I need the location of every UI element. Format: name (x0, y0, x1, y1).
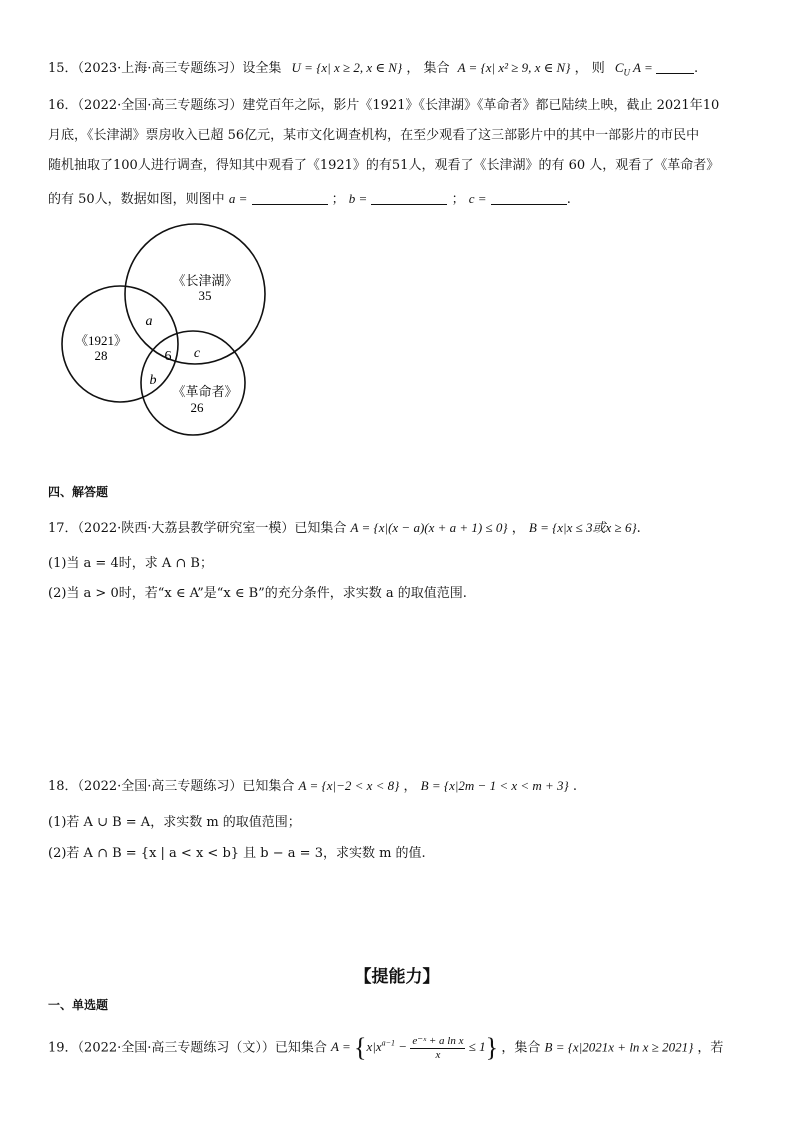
q16-a-label: a = (228, 191, 248, 206)
q19-frac-num: e⁻ˣ + a ln x (412, 1034, 464, 1047)
q18-part2: (2)若 A ∩ B = {x | a < x < b} 且 b − a = 3，求实数 m 的值. (48, 846, 426, 861)
q18-sep: ， (403, 779, 417, 794)
venn-circle-changjin (125, 224, 265, 364)
venn-region-a: a (145, 314, 153, 329)
q18-lead: 18．（2022·全国·高三专题练习）已知集合 (48, 779, 295, 794)
q15-complement-tail: A = (633, 60, 653, 75)
q17-lead: 17．（2022·陕西·大荔县教学研究室一模）已知集合 (48, 521, 347, 536)
q16-end: . (566, 192, 571, 207)
venn-label-geming: 《革命者》 (172, 384, 238, 399)
q19-frac-den: x (435, 1048, 441, 1061)
q19-set-a-left: A = (331, 1039, 351, 1055)
venn-label-changjin: 《长津湖》 (172, 273, 238, 288)
q17-part2: (2)当 a > 0时，若“x ∈ A”是“x ∈ B”的充分条件，求实数 a 的取值范围. (48, 586, 467, 601)
q16-sep-2: ； (451, 192, 465, 207)
q17-sep: ， (511, 521, 525, 536)
q16-c-blank[interactable] (491, 192, 567, 205)
q16-line1: 16．（2022·全国·高三专题练习）建党百年之际，影片《1921》《长津湖》《革命者》都已陆续上映，截止 2021年10 (48, 98, 720, 113)
q17-part1: (1)当 a = 4时，求 A ∩ B； (48, 556, 213, 571)
q19-exp: a−1 (381, 1039, 396, 1048)
q16-a-blank[interactable] (252, 192, 328, 205)
venn-value-changjin: 35 (198, 288, 212, 303)
question-15 (48, 58, 698, 83)
q19-fraction (410, 1035, 465, 1062)
q15-mid: ， 集合 (406, 61, 450, 76)
q15-then: ， 则 (574, 61, 605, 76)
q15-lead: 15．（2023·上海·高三专题练习）设全集 (48, 61, 282, 76)
q16-line3: 随机抽取了100人进行调查，得知其中观看了《1921》的有51人，观看了《长津湖》的有 60 人，观看了《革命者》 (48, 158, 720, 173)
q15-answer-blank[interactable] (656, 61, 694, 74)
question-17 (48, 518, 641, 539)
section-answer-questions: 四、解答题 (48, 485, 109, 499)
q18-set-a: A = {x|−2 < x < 8} (298, 778, 400, 793)
q15-set-u: U = {x| x ≥ 2, x ∈ N} (291, 60, 403, 75)
q17-end: . (636, 521, 641, 536)
q17-set-b: B = {x|x ≤ 3或x ≥ 6} (528, 520, 637, 535)
q19-minus: − (395, 1039, 411, 1055)
q19-expr-head: x|x (366, 1039, 382, 1055)
venn-value-1921: 28 (94, 348, 108, 363)
venn-diagram (55, 215, 285, 445)
q18-set-b: B = {x|2m − 1 < x < m + 3} (420, 778, 569, 793)
q19-lead: 19．（2022·全国·高三专题练习（文））已知集合 (48, 1040, 327, 1056)
q15-set-a: A = {x| x² ≥ 9, x ∈ N} (457, 60, 571, 75)
venn-region-c: c (193, 346, 201, 361)
q16-c-label: c = (468, 191, 487, 206)
q16-line4-lead: 的有 50人，数据如图，则图中 (48, 192, 225, 207)
q15-complement-sub: U (623, 67, 631, 78)
q18-part1: (1)若 A ∪ B = A，求实数 m 的取值范围； (48, 815, 301, 830)
q19-brace-right: } (485, 1033, 499, 1063)
q15-end: . (694, 61, 699, 76)
q19-brace-left: { (354, 1033, 367, 1063)
q19-tail: ≤ 1 (465, 1039, 486, 1055)
venn-value-geming: 26 (190, 400, 204, 415)
venn-label-1921: 《1921》 (74, 333, 128, 348)
venn-center-value: 6 (164, 349, 172, 364)
q15-complement (614, 60, 656, 78)
q16-line2: 月底，《长津湖》票房收入已超 56亿元，某市文化调查机构，在至少观看了这三部影片中的其中一部影片的市民中 (48, 128, 700, 143)
q18-end: . (572, 779, 578, 794)
section-title-improve: 【提能力】 (354, 967, 440, 987)
q19-set-b: B = {x|2021x + ln x ≥ 2021} (544, 1039, 694, 1055)
q19-set-a (331, 1033, 501, 1063)
section-single-choice: 一、单选题 (48, 998, 109, 1012)
q16-b-label: b = (348, 191, 368, 206)
venn-region-b: b (149, 373, 157, 388)
q15-complement-c: C (614, 60, 624, 75)
q19-end: ，若 (697, 1040, 724, 1056)
question-19 (48, 1034, 723, 1062)
q16-b-blank[interactable] (371, 192, 447, 205)
q19-mid: ，集合 (501, 1040, 541, 1056)
question-18 (48, 776, 577, 797)
q17-set-a: A = {x|(x − a)(x + a + 1) ≤ 0} (350, 520, 508, 535)
q16-line4 (48, 189, 571, 210)
q16-sep-1: ； (331, 192, 345, 207)
